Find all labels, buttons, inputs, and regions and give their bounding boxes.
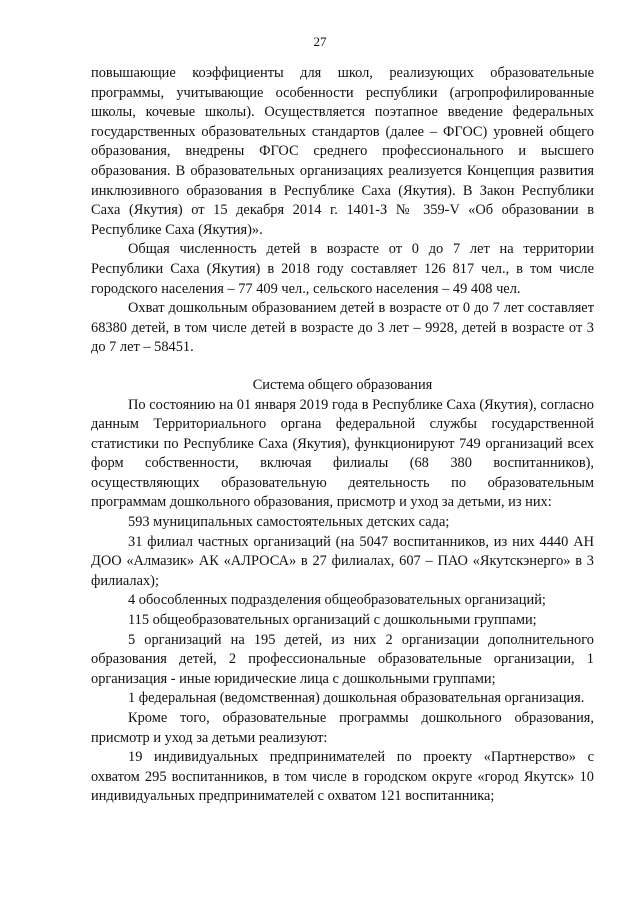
paragraph: 1 федеральная (ведомственная) дошкольная образовательная организация. [128,690,585,707]
paragraph: 4 обособленных подразделения общеобразовательных организаций; [128,592,546,609]
paragraph: Общая численность детей в возрасте от 0 до 7 лет на территории Республики Саха (Якутия) в 2018 году составляет 126 817 чел., в том числе городского населения – 77 409 чел., сельского населения – 49 408 чел. [91,241,594,297]
paragraph: 31 филиал частных организаций (на 5047 воспитанников, из них 4440 АН ДОО «Алмазик» АК «АЛРОСА» в 27 филиалах, 607 – ПАО «Якутскэнерго» в 3 филиалах); [91,533,594,589]
intro-section [91,64,594,358]
paragraph: повышающие коэффициенты для школ, реализующих образовательные программы, учитывающие особенности республики (агропрофилированные школы, кочевые школы). Осуществляется поэтапное введение федеральных государственных образовательных стандартов (далее – ФГОС) уровней общего образования, внедрены ФГОС среднего профессионального и высшего образования. В образовательных организациях реализуется Концепция развития инклюзивного образования в Республике Саха (Якутия). В Закон Республики Саха (Якутия) от 15 декабря 2014 г. 1401-З № 359-V «Об образовании в Республике Саха (Якутия)». [91,65,594,238]
section-heading: Система общего образования [252,376,433,393]
page-number: 27 [313,34,327,49]
general-education-section [91,396,594,807]
paragraph: По состоянию на 01 января 2019 года в Республике Саха (Якутия), согласно данным Территориального органа федеральной службы государственной статистики по Республике Саха (Якутия), функционируют 749 организаций всех форм собственности, включая филиалы (68 380 воспитанников), осуществляющих образовательную деятельность по образовательным программам дошкольного образования, присмотр и уход за детьми, из них: [91,396,594,511]
section-gap [91,358,594,376]
paragraph: 115 общеобразовательных организаций с дошкольными группами; [128,612,537,629]
paragraph: 19 индивидуальных предпринимателей по проекту «Партнерство» с охватом 295 воспитанников, в том числе в городском округе «город Якутск» 10 индивидуальных предпринимателей с охватом 121 воспитанника; [91,749,594,805]
page-content [91,64,594,807]
paragraph: 593 муниципальных самостоятельных детских сада; [128,514,450,531]
paragraph: Кроме того, образовательные программы дошкольного образования, присмотр и уход за детьми реализуют: [91,710,594,746]
paragraph: Охват дошкольным образованием детей в возрасте от 0 до 7 лет составляет 68380 детей, в том числе детей в возрасте до 3 лет – 9928, детей в возрасте от 3 до 7 лет – 58451. [91,300,594,356]
paragraph: 5 организаций на 195 детей, из них 2 организации дополнительного образования детей, 2 профессиональные образовательные организации, 1 организация - иные юридические лица с дошкольными группами; [91,631,594,687]
